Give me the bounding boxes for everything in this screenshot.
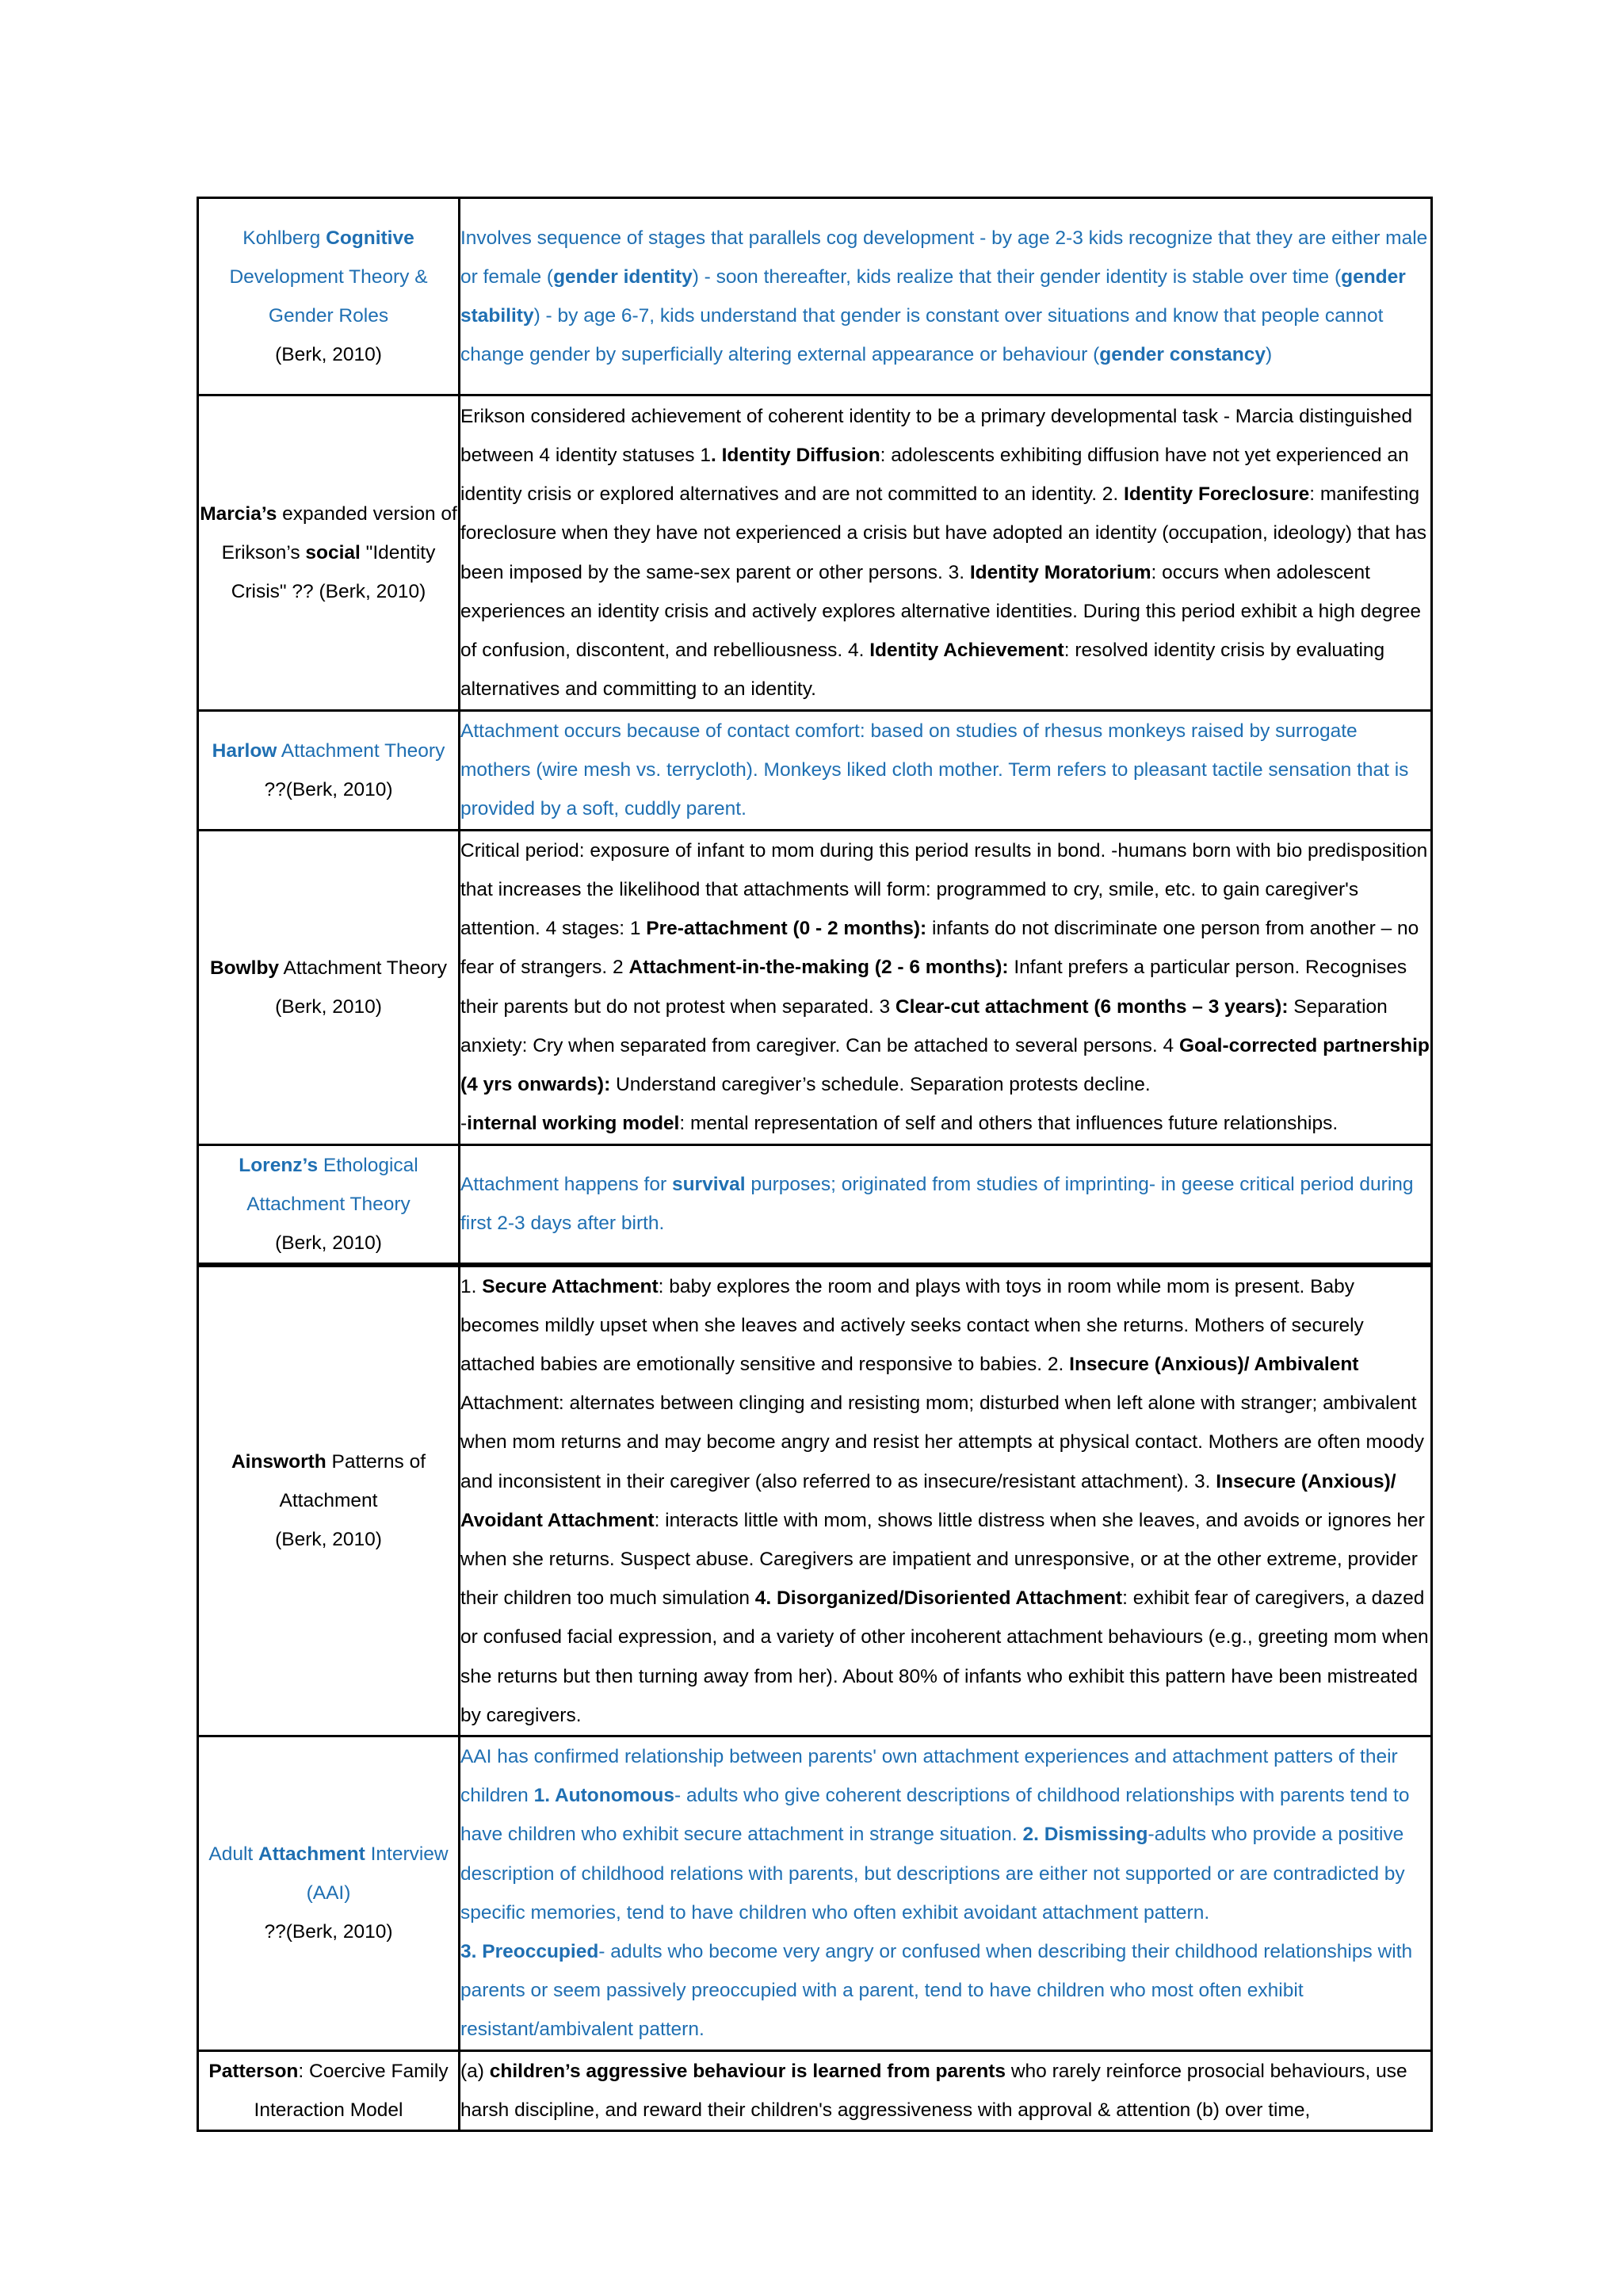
theory-description-text: who rarely reinforce prosocial behaviours, use harsh discipline, and reward their children's aggressiveness with approval & attention (b) over time, bbox=[460, 2060, 1407, 2121]
theory-description-text: Attachment occurs because of contact comfort: based on studies of rhesus monkeys raised by surrogate mothers (wire mesh vs. terrycloth). Monkeys liked cloth mother. Term refers to pleasant tactile sensation that is provided by a soft, cuddly parent. bbox=[460, 720, 1409, 820]
theory-description-text: - bbox=[460, 1113, 468, 1135]
theory-description-text: Secure Attachment bbox=[482, 1275, 659, 1297]
theory-label-text: Attachment Theory bbox=[277, 739, 445, 762]
theory-description-text: 1. Autonomous bbox=[533, 1785, 674, 1807]
theory-description-text: Infant prefers a particular person. Recognises their parents but do not protest when separated. 3 bbox=[460, 957, 1407, 1018]
theory-label-text: Ethological Attachment Theory bbox=[246, 1154, 418, 1215]
theory-description-text: Involves sequence of stages that parallels cog development - by age 2-3 kids recognize that they are either male or female ( bbox=[460, 227, 1428, 288]
theory-label-cell bbox=[198, 1265, 460, 1736]
theories-table bbox=[197, 197, 1433, 2132]
theory-label-text: (Berk, 2010) bbox=[275, 344, 382, 365]
theory-description-text: : resolved identity crisis by evaluating alternatives and committing to an identity. bbox=[460, 639, 1385, 701]
theory-label-cell bbox=[198, 1736, 460, 2051]
theory-description-text: AAI has confirmed relationship between parents' own attachment experiences and attachment patters of their children bbox=[460, 1746, 1398, 1807]
theory-description-text: 1. bbox=[460, 1275, 483, 1297]
theory-label-text: Lorenz’s bbox=[239, 1154, 319, 1176]
table-row bbox=[198, 2050, 1432, 2130]
theory-description-cell bbox=[460, 830, 1432, 1144]
theory-label-text: Interview (AAI) bbox=[306, 1843, 449, 1904]
theory-description-text: ) - by age 6-7, kids understand that gender is constant over situations and know that people cannot change gender by superficially altering external appearance or behaviour ( bbox=[460, 305, 1384, 366]
theory-description-text: Identity Achievement bbox=[869, 639, 1064, 661]
theory-label-cell bbox=[198, 830, 460, 1144]
theory-label-text: Ainsworth bbox=[231, 1451, 327, 1473]
theory-label-text: Adult bbox=[208, 1843, 259, 1866]
theory-description-text: Attachment-in-the-making (2 - 6 months): bbox=[628, 957, 1009, 979]
theory-description-text: survival bbox=[671, 1173, 746, 1195]
theory-description-text: (a) bbox=[460, 2060, 490, 2082]
theory-label-text: Development Theory & Gender Roles bbox=[229, 266, 428, 327]
theory-label-text: Harlow bbox=[212, 739, 277, 762]
theory-label-text: Patterns of Attachment bbox=[279, 1451, 426, 1512]
theory-description-cell bbox=[460, 395, 1432, 711]
theory-label-text: Marcia’s bbox=[200, 503, 277, 525]
theory-label-text: Kohlberg bbox=[242, 227, 327, 249]
theory-description-cell bbox=[460, 1265, 1432, 1736]
theory-label-text: (Berk, 2010) bbox=[275, 1529, 382, 1551]
theory-description-cell bbox=[460, 198, 1432, 395]
theory-description-text: : manifesting foreclosure when they have not experienced a crisis but have adopted an identity (occupation, ideology) that has been imposed by the same-sex parent or other persons. 3. bbox=[460, 483, 1426, 583]
theory-description-text: gender constancy bbox=[1099, 344, 1266, 366]
theory-description-text: 3. Preoccupied bbox=[460, 1941, 599, 1963]
theory-description-text: -adults who provide a positive description of childhood relations with parents, but descriptions are either not supported or are contradicted by specific memories, tend to have children who often exhibit avoidant attachment pattern. bbox=[460, 1824, 1405, 1924]
theory-description-text: Identity Foreclosure bbox=[1124, 483, 1310, 506]
theory-label-text: Patterson bbox=[208, 2060, 299, 2082]
theory-label-text: : Coercive Family Interaction Model bbox=[254, 2060, 449, 2121]
theory-label-cell bbox=[198, 711, 460, 831]
theory-description-text: ) - soon thereafter, kids realize that their gender identity is stable over time ( bbox=[692, 266, 1342, 288]
theory-description-text: : adolescents exhibiting diffusion have not yet experienced an identity crisis or explored alternatives and are not committed to an identity. 2. bbox=[460, 444, 1409, 506]
theory-description-text: Attachment happens for bbox=[460, 1173, 672, 1195]
theory-description-text: children’s aggressive behaviour is learned from parents bbox=[489, 2060, 1006, 2082]
theory-description-text: 4. Disorganized/Disoriented Attachment bbox=[754, 1587, 1123, 1610]
table-row bbox=[198, 711, 1432, 831]
theory-description-text: Attachment: alternates between clinging and resisting mom; disturbed when left alone with stranger; ambivalent when mom returns and may become angry and resist her attempts at physical contact. Mothers are often moody and inconsistent in their caregiver (also referred to as insecure/resistant attachment). 3. bbox=[460, 1392, 1425, 1492]
theory-label-text: "Identity Crisis" ?? (Berk, 2010) bbox=[231, 542, 436, 602]
theory-description-text: Pre-attachment (0 - 2 months): bbox=[646, 918, 927, 940]
theory-label-text: ??(Berk, 2010) bbox=[264, 1921, 393, 1943]
theory-description-cell bbox=[460, 2050, 1432, 2130]
theory-description-text: : exhibit fear of caregivers, a dazed or confused facial expression, and a variety of other incoherent attachment behaviours (e.g., greeting mom when she returns but then turning away from her). About 80% of infants who exhibit this pattern have been mistreated by caregivers. bbox=[460, 1587, 1429, 1726]
theory-description-cell bbox=[460, 1736, 1432, 2051]
theory-description-text: : baby explores the room and plays with toys in room while mom is present. Baby becomes mildly upset when she leaves and actively seeks contact when she returns. Mothers of securely attached babies are emotionally sensitive and responsive to babies. 2. bbox=[460, 1275, 1364, 1376]
theory-label-text: (Berk, 2010) bbox=[275, 995, 382, 1018]
theory-description-text: Erikson considered achievement of coherent identity to be a primary developmental task - Marcia distinguished between 4 identity statuses 1 bbox=[460, 405, 1413, 466]
theory-label-text: expanded version of Erikson’s bbox=[221, 503, 457, 563]
theory-label-text: Cognitive bbox=[326, 227, 414, 249]
table-row bbox=[198, 1144, 1432, 1265]
theory-label-text: Attachment bbox=[258, 1843, 365, 1866]
theory-description-text: Critical period: exposure of infant to mom during this period results in bond. -humans born with bio predisposition that increases the likelihood that attachments will form: programmed to cry, smile, etc. to gain caregiver's attention. 4 stages: 1 bbox=[460, 839, 1428, 940]
theory-description-text: ) bbox=[1265, 344, 1273, 366]
theory-label-text: social bbox=[305, 542, 361, 563]
theory-description-text: Insecure (Anxious)/ Avoidant Attachment bbox=[460, 1470, 1396, 1531]
theory-description-text: Separation anxiety: Cry when separated from caregiver. Can be attached to several persons. 4 bbox=[460, 995, 1388, 1056]
theory-description-text: 2. Dismissing bbox=[1022, 1824, 1148, 1846]
theory-label-text: (Berk, 2010) bbox=[275, 1232, 382, 1254]
theory-label-text: ??(Berk, 2010) bbox=[264, 778, 393, 800]
theory-description-text: internal working model bbox=[467, 1113, 680, 1135]
theory-description-text: gender stability bbox=[460, 266, 1406, 327]
theory-label-cell bbox=[198, 198, 460, 395]
theory-description-text: gender identity bbox=[553, 266, 693, 288]
theory-description-cell bbox=[460, 711, 1432, 831]
theory-description-text: - adults who become very angry or confused when describing their childhood relationships with parents or seem passively preoccupied with a parent, tend to have children who most often exhibit resistant/ambivalent pattern. bbox=[460, 1941, 1413, 2041]
theory-label-text: Bowlby bbox=[209, 957, 280, 979]
theory-description-text: purposes; originated from studies of imprinting- in geese critical period during first 2-3 days after birth. bbox=[460, 1173, 1414, 1235]
theory-label-cell bbox=[198, 2050, 460, 2130]
theory-description-text: Goal-corrected partnership (4 yrs onwards): bbox=[460, 1034, 1430, 1096]
table-row bbox=[198, 1265, 1432, 1736]
theory-description-text: - adults who give coherent descriptions of childhood relationships with parents tend to have children who exhibit secure attachment in strange situation. bbox=[460, 1785, 1410, 1846]
theory-description-cell bbox=[460, 1144, 1432, 1265]
theory-label-cell bbox=[198, 395, 460, 711]
theory-description-text: : mental representation of self and others that influences future relationships. bbox=[679, 1113, 1338, 1135]
theory-description-text: . Identity Diffusion bbox=[710, 444, 880, 466]
table-row bbox=[198, 830, 1432, 1144]
table-row bbox=[198, 198, 1432, 395]
theory-description-text: Insecure (Anxious)/ Ambivalent bbox=[1069, 1354, 1359, 1376]
table-row bbox=[198, 395, 1432, 711]
table-row bbox=[198, 1736, 1432, 2051]
theory-description-text: Clear-cut attachment (6 months – 3 years): bbox=[895, 995, 1289, 1018]
theory-label-cell bbox=[198, 1144, 460, 1265]
theory-label-text: Attachment Theory bbox=[279, 957, 448, 979]
theory-description-text: infants do not discriminate one person from another – no fear of strangers. 2 bbox=[460, 918, 1419, 979]
theory-description-text: : interacts little with mom, shows little distress when she leaves, and avoids or ignores her when she returns. Suspect abuse. Caregivers are impatient and unresponsive, or at the other extreme, provider their children too much simulation bbox=[460, 1509, 1425, 1610]
theory-description-text: : occurs when adolescent experiences an identity crisis and actively explores alternative identities. During this period exhibit a high degree of confusion, discontent, and rebelliousness. 4. bbox=[460, 561, 1422, 661]
theory-description-text: Understand caregiver’s schedule. Separation protests decline. bbox=[610, 1074, 1151, 1096]
theory-description-text: Identity Moratorium bbox=[969, 561, 1151, 583]
